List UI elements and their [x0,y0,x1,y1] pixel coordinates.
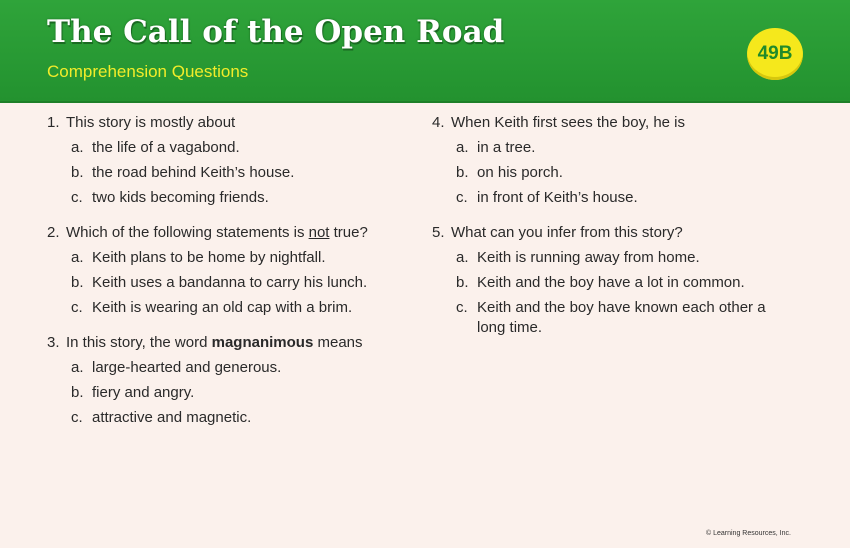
option-text: Keith is running away from home. [477,249,700,266]
copyright-notice: © Learning Resources, Inc. [706,530,791,537]
questions-column-right [432,112,792,353]
question-number: 1. [47,114,60,131]
option-letter: b. [71,274,84,291]
option-letter: a. [71,249,84,266]
option-letter: b. [71,384,84,401]
question-number: 5. [432,224,445,241]
option-text: Keith plans to be home by nightfall. [92,249,326,266]
answer-option [432,138,792,158]
option-text: large-hearted and generous. [92,359,282,376]
question-3 [47,333,407,428]
answer-option [47,188,407,208]
question-text: When Keith first sees the boy, he is [451,114,686,131]
answer-option [47,298,407,318]
option-letter: a. [456,249,469,266]
question-3-prompt [47,333,407,353]
question-4 [432,113,792,208]
question-number: 2. [47,224,60,241]
question-emphasis-word: magnanimous [211,334,314,351]
option-text: Keith is wearing an old cap with a brim. [92,299,353,316]
question-1 [47,113,407,208]
option-text: the life of a vagabond. [92,139,240,156]
answer-option [432,188,792,208]
option-text: Keith uses a bandanna to carry his lunch. [92,274,368,291]
option-letter: a. [456,139,469,156]
page-subtitle: Comprehension Questions [47,62,249,81]
questions-column-left [47,112,407,443]
option-letter: b. [456,164,469,181]
option-text: Keith and the boy have known each other a long time. [477,299,766,336]
page-title: The Call of the Open Road [47,14,505,50]
option-letter: c. [71,409,83,426]
question-1-prompt [47,113,407,133]
answer-option [47,163,407,183]
question-text [66,223,368,243]
question-text: What can you infer from this story? [451,224,683,241]
answer-option [47,383,407,403]
option-text: on his porch. [477,164,563,181]
answer-option [432,163,792,183]
question-2 [47,223,407,318]
question-emphasis-not: not [308,224,330,241]
option-text: fiery and angry. [92,384,195,401]
option-text: in front of Keith’s house. [477,189,638,206]
option-letter: c. [71,189,83,206]
answer-option [432,298,792,338]
option-text: attractive and magnetic. [92,409,252,426]
question-text-after: true? [329,224,368,241]
option-letter: b. [456,274,469,291]
header-banner [0,0,850,103]
question-2-prompt [47,223,407,243]
question-text: This story is mostly about [66,114,236,131]
question-text [66,333,363,353]
option-text: the road behind Keith’s house. [92,164,295,181]
question-5-prompt [432,223,792,243]
answer-option [47,138,407,158]
option-letter: c. [456,299,468,316]
card-number-badge: 49B [747,28,803,80]
option-text: Keith and the boy have a lot in common. [477,274,745,291]
question-5 [432,223,792,338]
option-letter: b. [71,164,84,181]
question-text-after: means [313,334,363,351]
answer-option [432,248,792,268]
option-letter: c. [456,189,468,206]
option-letter: c. [71,299,83,316]
answer-option [47,248,407,268]
question-4-prompt [432,113,792,133]
question-text-before: In this story, the word [66,334,212,351]
option-text: two kids becoming friends. [92,189,269,206]
answer-option [432,273,792,293]
option-text: in a tree. [477,139,536,156]
answer-option [47,358,407,378]
option-letter: a. [71,139,84,156]
answer-option [47,408,407,428]
question-number: 4. [432,114,445,131]
answer-option [47,273,407,293]
option-letter: a. [71,359,84,376]
question-text-before: Which of the following statements is [66,224,309,241]
question-number: 3. [47,334,60,351]
